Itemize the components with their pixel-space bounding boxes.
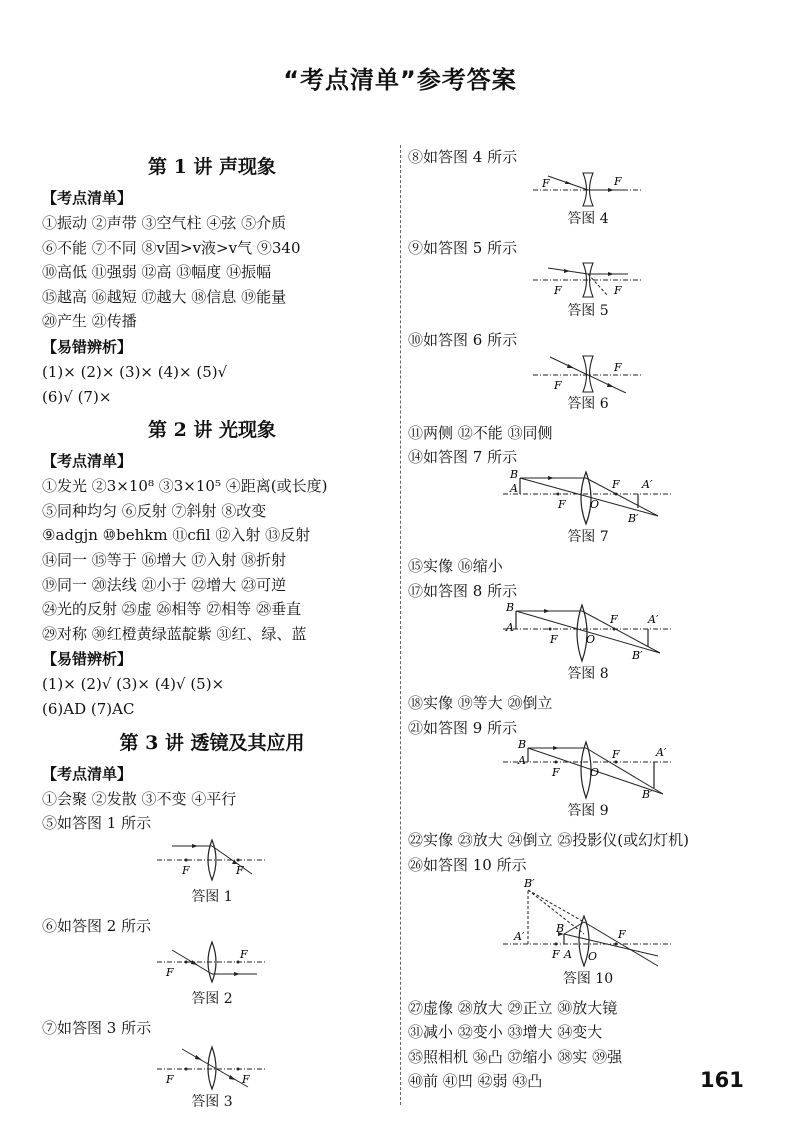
page-number: 161 bbox=[700, 1068, 744, 1092]
yicuo-tag: 【易错辨析】 bbox=[42, 650, 133, 669]
focus-label: F bbox=[612, 477, 620, 491]
figure-caption: 答图 9 bbox=[567, 803, 609, 820]
focus-label: F bbox=[182, 863, 190, 877]
focus-label: F bbox=[614, 174, 622, 188]
answer-line: ⑱实像 ⑲等大 ⑳倒立 bbox=[408, 694, 553, 713]
answer-line: ㉗虚像 ㉘放大 ㉙正立 ㉚放大镜 bbox=[408, 998, 618, 1017]
answer-line: ⑩如答图 6 所示 bbox=[408, 331, 518, 350]
answer-line: ⑤同种均匀 ⑥反射 ⑦斜射 ⑧改变 bbox=[42, 501, 267, 520]
object-base-label: A bbox=[510, 481, 518, 495]
focus-label: F bbox=[614, 284, 622, 298]
answer-line: ①振动 ②声带 ③空气柱 ④弦 ⑤介质 bbox=[42, 214, 287, 232]
focus-label: F bbox=[614, 360, 622, 374]
optical-center-label: O bbox=[588, 949, 598, 963]
focus-label: F bbox=[558, 497, 566, 511]
figure-caption: 答图 4 bbox=[567, 210, 609, 227]
focus-label: F bbox=[236, 863, 244, 877]
figure-caption: 答图 8 bbox=[567, 666, 609, 683]
answer-line: ⑦如答图 3 所示 bbox=[42, 1019, 152, 1038]
focus-label: F bbox=[166, 1072, 174, 1086]
image-top-label: B′ bbox=[524, 877, 535, 890]
optical-center-label: O bbox=[586, 633, 596, 647]
figure-caption: 答图 3 bbox=[191, 1093, 233, 1110]
focus-label: F bbox=[610, 613, 618, 627]
focus-label: F bbox=[618, 927, 626, 941]
focus-label: F bbox=[166, 966, 174, 980]
focus-label: F bbox=[242, 1072, 250, 1086]
answer-line: ㉛减小 ㉜变小 ㉝增大 ㉞变大 bbox=[408, 1023, 603, 1042]
figure-3-convex-lens bbox=[152, 1041, 272, 1091]
lecture-1-heading: 第 1 讲 声现象 bbox=[147, 156, 277, 178]
answer-line: ⑪两侧 ⑫不能 ⑬同侧 bbox=[408, 423, 553, 442]
error-line: (6)√ (7)× bbox=[42, 387, 112, 406]
error-line: (1)× (2)× (3)× (4)× (5)√ bbox=[42, 362, 228, 381]
answer-line: ㉟照相机 ㊱凸 ㊲缩小 ㊳实 ㊴强 bbox=[408, 1047, 623, 1066]
optical-center-label: O bbox=[590, 766, 600, 780]
answer-line: ⑨adgjn ⑩behkm ⑪cfil ⑫入射 ⑬反射 bbox=[42, 526, 311, 545]
column-divider bbox=[400, 145, 401, 1105]
focus-label: F bbox=[542, 176, 550, 190]
right-column bbox=[408, 145, 768, 1094]
answer-line: ⑨如答图 5 所示 bbox=[408, 238, 518, 257]
answer-line: ⑮实像 ⑯缩小 bbox=[408, 556, 503, 575]
error-line: (1)× (2)√ (3)× (4)√ (5)× bbox=[42, 675, 225, 694]
focus-label: F bbox=[554, 284, 562, 298]
focus-label: F bbox=[552, 947, 560, 961]
object-top-label: B bbox=[556, 921, 565, 935]
figure-6-concave-lens bbox=[528, 353, 648, 393]
image-base-label: A′ bbox=[648, 613, 659, 627]
figure-caption: 答图 6 bbox=[567, 395, 609, 412]
image-base-label: A′ bbox=[514, 929, 525, 943]
figure-8-convex-lens-imaging bbox=[498, 603, 678, 663]
image-base-label: A′ bbox=[642, 477, 653, 491]
object-base-label: A bbox=[506, 621, 514, 635]
answer-line: ⑮越高 ⑯越短 ⑰越大 ⑱信息 ⑲能量 bbox=[42, 287, 287, 306]
answer-line: ⑭如答图 7 所示 bbox=[408, 448, 518, 467]
answer-line: ⑤如答图 1 所示 bbox=[42, 814, 152, 833]
figure-2-convex-lens bbox=[152, 938, 272, 988]
figure-caption: 答图 10 bbox=[562, 970, 614, 987]
answer-line: ⑲同一 ⑳法线 ㉑小于 ㉒增大 ㉓可逆 bbox=[42, 575, 287, 594]
answer-line: ①会聚 ②发散 ③不变 ④平行 bbox=[42, 789, 237, 808]
object-top-label: B bbox=[506, 603, 515, 615]
answer-line: ㉖如答图 10 所示 bbox=[408, 855, 527, 874]
left-column bbox=[42, 148, 382, 1119]
answer-line: ㉔光的反射 ㉕虚 ㉖相等 ㉗相等 ㉘垂直 bbox=[42, 600, 302, 619]
figure-5-concave-lens bbox=[528, 260, 648, 300]
page-title: “考点清单”参考答案 bbox=[283, 66, 517, 94]
kaodian-tag: 【考点清单】 bbox=[42, 764, 133, 783]
answer-line: ㉙对称 ㉚红橙黄绿蓝靛紫 ㉛红、绿、蓝 bbox=[42, 624, 307, 643]
answer-line: ㉑如答图 9 所示 bbox=[408, 718, 518, 737]
figure-10-magnifier bbox=[498, 878, 678, 968]
answer-line: ⑳产生 ㉑传播 bbox=[42, 312, 137, 331]
focus-label: F bbox=[550, 633, 558, 647]
figure-9-convex-lens-imaging bbox=[498, 740, 678, 800]
image-top-label: B′ bbox=[628, 511, 639, 525]
object-top-label: B bbox=[518, 740, 527, 752]
answer-line: ⑩高低 ⑪强弱 ⑫高 ⑬幅度 ⑭振幅 bbox=[42, 263, 272, 282]
answer-line: ⑥不能 ⑦不同 ⑧v固>v液>v气 ⑨340 bbox=[42, 238, 301, 257]
focus-label: F bbox=[240, 948, 248, 962]
answer-line: ⑧如答图 4 所示 bbox=[408, 148, 518, 166]
image-top-label: B′ bbox=[632, 649, 643, 663]
kaodian-tag: 【考点清单】 bbox=[42, 452, 133, 471]
object-top-label: B bbox=[510, 469, 519, 481]
figure-caption: 答图 7 bbox=[567, 528, 609, 545]
figure-1-convex-lens bbox=[152, 836, 272, 886]
figure-caption: 答图 1 bbox=[191, 888, 233, 905]
optical-center-label: O bbox=[590, 497, 600, 511]
yicuo-tag: 【易错辨析】 bbox=[42, 337, 133, 356]
lecture-3-heading: 第 3 讲 透镜及其应用 bbox=[119, 731, 305, 754]
object-base-label: A bbox=[518, 754, 526, 768]
figure-4-concave-lens bbox=[528, 170, 648, 208]
answer-line: ⑰如答图 8 所示 bbox=[408, 581, 518, 600]
object-base-label: A bbox=[564, 947, 572, 961]
figure-caption: 答图 5 bbox=[567, 303, 609, 320]
answer-line: ①发光 ②3×10⁸ ③3×10⁵ ④距离(或长度) bbox=[42, 477, 328, 496]
answer-line: ㉒实像 ㉓放大 ㉔倒立 ㉕投影仪(或幻灯机) bbox=[408, 831, 690, 850]
image-base-label: A′ bbox=[656, 746, 667, 760]
kaodian-tag: 【考点清单】 bbox=[42, 189, 133, 207]
answer-line: ⑥如答图 2 所示 bbox=[42, 916, 152, 935]
lecture-2-heading: 第 2 讲 光现象 bbox=[147, 419, 277, 442]
focus-label: F bbox=[552, 766, 560, 780]
answer-line: ㊵前 ㊶凹 ㊷弱 ㊸凸 bbox=[408, 1072, 543, 1091]
focus-label: F bbox=[612, 748, 620, 762]
error-line: (6)AD (7)AC bbox=[42, 699, 135, 718]
focus-label: F bbox=[554, 378, 562, 392]
figure-caption: 答图 2 bbox=[191, 991, 233, 1008]
answer-line: ⑭同一 ⑮等于 ⑯增大 ⑰入射 ⑱折射 bbox=[42, 550, 287, 569]
image-top-label: B′ bbox=[642, 788, 653, 801]
figure-7-convex-lens-imaging bbox=[498, 470, 678, 526]
